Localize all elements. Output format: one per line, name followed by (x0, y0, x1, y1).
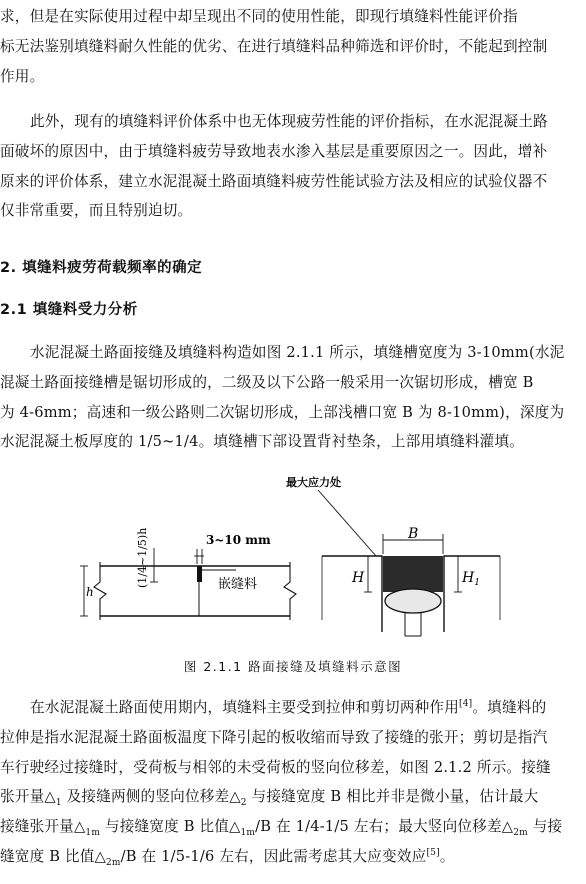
citation-ref: [5] (426, 848, 440, 859)
filler-label: 嵌缝料 (218, 577, 258, 592)
paragraph-2 (0, 107, 586, 226)
text-line: 原来的评价体系，建立水泥混凝土路面填缝料疲劳性能试验方法及相应的试验仪器不 (0, 172, 548, 190)
max-stress-label: 最大应力处 (286, 476, 341, 489)
text-line: 张开量$\triangle_1$ 及接缝两侧的竖向位移差$\triangle_2$ 与接缝宽度 B 相比并非是微小量，估计最大 (0, 788, 539, 809)
text-line: 车行驶经过接缝时，受荷板与相邻的未受荷板的竖向位移差，如图 2.1.2 所示。接缝 (0, 758, 551, 776)
text-line: 接缝张开量$\triangle_{1m}$ 与接缝宽度 B 比值$\triangle_{1m}/B$ 在 1/4-1/5 左右；最大竖向位移差$\triangle_{2m}$ 与接 (0, 818, 563, 839)
text-line: 缝宽度 B 比值$\triangle_{2m}/B$ 在 1/5-1/6 左右，因此需考虑其大应变效应[5]。 (0, 847, 455, 868)
text-line: 此外，现有的填缝料评价体系中也无体现疲劳性能的评价指标，在水泥混凝土路 (30, 113, 548, 130)
slab-thickness-label: h (86, 585, 94, 599)
text-line: 水泥混凝土板厚度的 1/5~1/4。填缝槽下部设置背衬垫条，上部用填缝料灌填。 (0, 433, 525, 451)
paragraph-3 (0, 338, 586, 457)
text-line: 面破坏的原因中，由于填缝料疲劳导致地表水渗入基层是重要原因之一。因此，增补 (0, 142, 548, 160)
text-line: 仅非常重要，而且特别迫切。 (0, 202, 193, 220)
text-line: 水泥混凝土路面接缝及填缝料构造如图 2.1.1 所示，填缝槽宽度为 3-10mm(水泥 (30, 344, 565, 361)
section-heading-2: 2. 填缝料疲劳荷载频率的确定 (0, 260, 203, 276)
paragraph-1 (0, 2, 586, 91)
groove-width-B-label: B (408, 526, 419, 542)
figure-caption: 图 2.1.1 路面接缝及填缝料示意图 (183, 659, 403, 674)
groove-width-label: 3~10 mm (206, 533, 271, 547)
text-line: 作用。 (0, 67, 45, 85)
text-line: 拉伸是指水泥混凝土路面板温度下降引起的板收缩而导致了接缝的张开；剪切是指汽 (0, 728, 548, 746)
section-heading-2-1: 2.1 填缝料受力分析 (0, 302, 138, 318)
text-line: 在水泥混凝土路面使用期内，填缝料主要受到拉伸和剪切两种作用[4]。填缝料的 (30, 699, 547, 716)
citation-ref: [4] (459, 699, 473, 710)
filler-depth-H1-label: $H_1$ (462, 570, 480, 588)
groove-detail (286, 475, 500, 636)
groove-depth-ratio-label: (1/4~1/5)h (136, 527, 149, 588)
text-line: 为 4-6mm；高速和一级公路则二次锯切形成，上部浅槽口宽 B 为 8-10mm)，深度为 (0, 403, 565, 421)
paragraph-4 (0, 693, 586, 872)
groove-depth-H-label: H (352, 570, 365, 586)
text-line: 求，但是在实际使用过程中却呈现出不同的使用性能，即现行填缝料性能评价指 (0, 8, 518, 25)
text-line: 标无法鉴别填缝料耐久性能的优劣、在进行填缝料品种筛选和评价时，不能起到控制 (0, 37, 548, 55)
figure-joint-diagram (0, 470, 586, 650)
text-line: 混凝土路面接缝槽是锯切形成的，二级及以下公路一般采用一次锯切形成，槽宽 B (0, 373, 534, 391)
slab-cross-section (80, 548, 296, 620)
